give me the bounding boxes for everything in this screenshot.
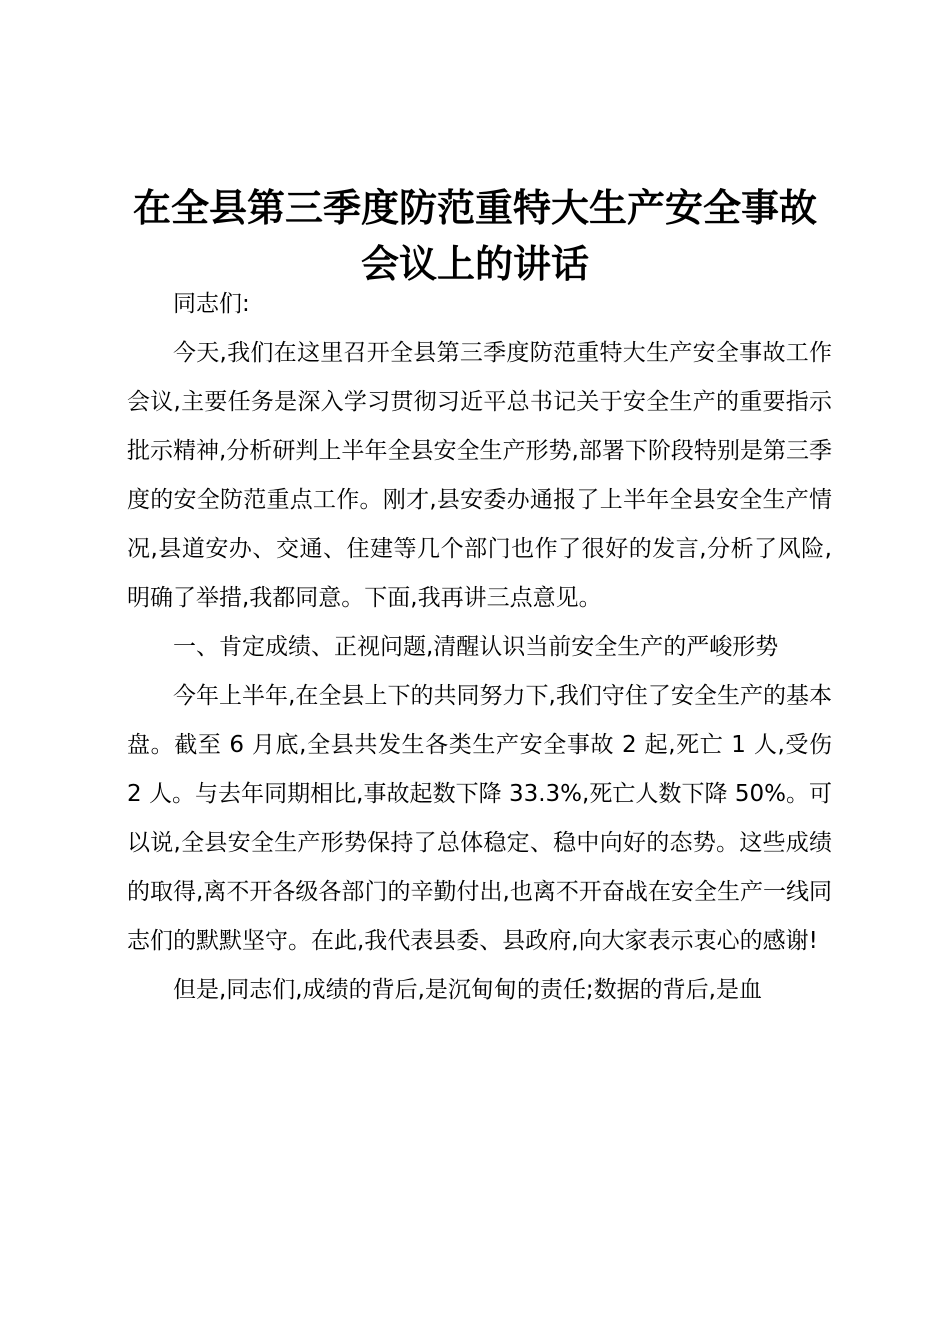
paragraph-achievements: 今年上半年,在全县上下的共同努力下,我们守住了安全生产的基本盘。截至 6 月底,全县共发生各类生产安全事故 2 起,死亡 1 人,受伤 2 人。与去年同期相比,事故起数下降 33.3%,死亡人数下降 50%。可以说,全县安全生产形势保持了总体稳定、稳中向好的态势。这些成绩的取得,离不开各级各部门的辛勤付出,也离不开奋战在安全生产一线同志们的默默坚守。在此,我代表县委、县政府,向大家表示衷心的感谢!	[127, 683, 833, 954]
document-body	[127, 280, 832, 1015]
paragraph-opening: 今天,我们在这里召开全县第三季度防范重特大生产安全事故工作会议,主要任务是深入学习贯彻习近平总书记关于安全生产的重要指示批示精神,分析研判上半年全县安全生产形势,部署下阶段特别是第三季度的安全防范重点工作。刚才,县安委办通报了上半年全县安全生产情况,县道安办、交通、住建等几个部门也作了很好的发言,分析了风险,明确了举措,我都同意。下面,我再讲三点意见。	[127, 340, 832, 611]
section-heading-1: 一、肯定成绩、正视问题,清醒认识当前安全生产的严峻形势	[173, 634, 779, 660]
document-title: 在全县第三季度防范重特大生产安全事故会议上的讲话	[132, 185, 817, 286]
paragraph-salutation: 同志们:	[173, 291, 250, 317]
paragraph-however: 但是,同志们,成绩的背后,是沉甸甸的责任;数据的背后,是血	[173, 977, 762, 1003]
